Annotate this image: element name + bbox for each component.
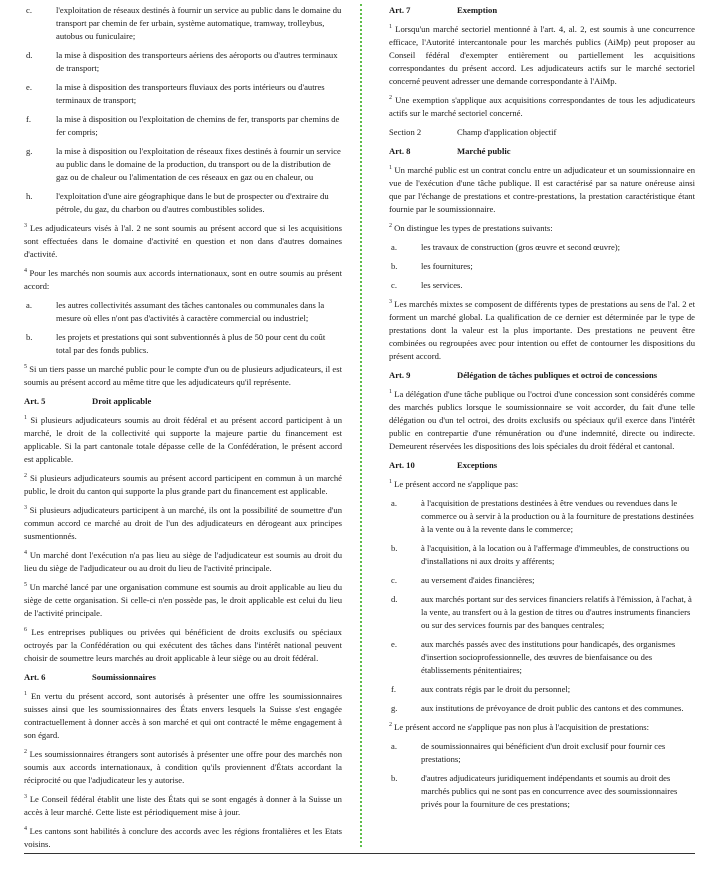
list-item: d. aux marchés portant sur des services financiers relatifs à l'émission, à l'achat, à la vente, au transfert ou à la gestion de titres ou d'autres instruments financiers ou sur des services fournis par des banques centrales; bbox=[391, 594, 692, 630]
paragraph: $^6$ Les entreprises publiques ou privées qui bénéficient de droits exclusifs ou spéciaux octroyés par la Confédération ou qui exécutent des tâches dans l'intérêt national peuvent choisir de soumettre leurs marchés au droit applicable à leur siège ou au droit fédéral. bbox=[24, 627, 342, 663]
paragraph: $^1$ Lorsqu'un marché sectoriel mentionné à l'art. 4, al. 2, est soumis à une concurrence efficace, l'Autorité intercantonale pour les marchés publics (AiMp) peut proposer au Conseil fédéral d'exempter entièrement ou partiellement les acquisitions correspondantes du présent accord. Les adjudicateurs actifs sur le marché sectoriel concerné peuvent adresser une demande correspondante à l'AiMp. bbox=[389, 24, 695, 86]
list-item: a. à l'acquisition de prestations destinées à être vendues ou revendues dans le commerce ou à servir à la production ou à la fourniture de prestations destinées à la vente ou à la revente dans le commerce; bbox=[391, 498, 694, 534]
right-column bbox=[389, 4, 695, 817]
list-item: c. au versement d'aides financières; bbox=[391, 575, 535, 585]
article-heading: Art. 8 Marché public bbox=[389, 146, 511, 156]
list-item: c. les services. bbox=[391, 280, 463, 290]
paragraph: $^2$ Si plusieurs adjudicateurs soumis au présent accord participent en commun à un marché public, le droit du canton qui supporte la plus grande part du financement est applicable. bbox=[24, 473, 342, 496]
paragraph: $^1$ Le présent accord ne s'applique pas: bbox=[389, 479, 519, 489]
article-heading: Art. 5 Droit applicable bbox=[24, 396, 152, 406]
list-item: f. aux contrats régis par le droit du personnel; bbox=[391, 684, 571, 694]
paragraph: $^1$ La délégation d'une tâche publique ou l'octroi d'une concession sont considérés comme des marchés publics lorsque le soumissionnaire se voit accorder, du fait d'une telle délégation ou d'un tel octroi, des droits exclusifs ou spéciaux qu'il exerce dans l'intérêt public en contrepartie d'une rémunération ou d'une indemnité, directe ou indirecte. Demeurent réservées les dispositions des lois spéciales du droit fédéral et cantonal. bbox=[389, 389, 695, 451]
paragraph: $^2$ Une exemption s'applique aux acquisitions correspondantes de tous les adjudicateurs actifs sur le marché sectoriel concerné. bbox=[389, 95, 696, 118]
section-heading: Section 2 Champ d'application objectif bbox=[389, 127, 557, 137]
paragraph: $^4$ Les cantons sont habilités à conclure des accords avec les régions frontalières et les Etats voisins. bbox=[24, 826, 343, 849]
list-item: g. la mise à disposition ou l'exploitation de réseaux fixes destinés à fournir un service au public dans le domaine de la production, du transport ou de la distribution de gaz ou de chaleur ou l'alimentation de ces réseaux en gaz ou en chaleur, ou bbox=[26, 146, 341, 182]
list-item: f. la mise à disposition ou l'exploitation de chemins de fer, transports par chemins de fer compris; bbox=[26, 114, 340, 137]
list-item: e. la mise à disposition des transporteurs fluviaux des ports intérieurs ou d'autres terminaux de transport; bbox=[26, 82, 325, 105]
list-item: e. aux marchés passés avec des institutions pour handicapés, des organismes d'insertion socioprofessionnelle, des œuvres de bienfaisance ou des établissements pénitentiaires; bbox=[391, 639, 676, 675]
list-item: d. la mise à disposition des transporteurs aériens des aéroports ou d'autres terminaux de transport; bbox=[26, 50, 338, 73]
paragraph: $^4$ Un marché dont l'exécution n'a pas lieu au siège de l'adjudicateur est soumis au droit du lieu du siège de l'adjudicateur ou au droit du lieu de l'activité principale. bbox=[24, 550, 342, 573]
paragraph: $^5$ Un marché lancé par une organisation commune est soumis au droit applicable au lieu du siège de cette organisation. Si celle-ci n'en possède pas, le droit applicable est celui du lieu de l'activité principale. bbox=[24, 582, 342, 618]
paragraph: $^3$ Le Conseil fédéral établit une liste des États qui se sont engagés à donner à la Suisse un accès à leur marché. Cette liste est périodiquement mise à jour. bbox=[24, 794, 342, 817]
article-heading: Art. 6 Soumissionnaires bbox=[24, 672, 156, 682]
paragraph: $^3$ Les marchés mixtes se composent de différents types de prestations au sens de l'al. 2 et forment un marché global. La qualification de ce dernier est déterminée par le type de prestations dont la valeur est la plus importante. Des prestations ne peuvent être combinées ou regroupées avec pour intention ou effet de contourner les dispositions du présent accord. bbox=[389, 299, 695, 361]
article-heading: Art. 10 Exceptions bbox=[389, 460, 498, 470]
paragraph: $^3$ Si plusieurs adjudicateurs participent à un marché, ils ont la possibilité de soumettre d'un commun accord ce marché au droit de l'un des adjudicateurs en dérogeant aux principes susmentionnés. bbox=[24, 505, 342, 541]
list-item: b. les projets et prestations qui sont subventionnés à plus de 50 pour cent du coût total par des fonds publics. bbox=[26, 332, 326, 355]
paragraph: $^1$ Un marché public est un contrat conclu entre un adjudicateur et un soumissionnaire en vue de l'exécution d'une tâche publique. Il est caractérisé par sa nature onéreuse ainsi que par l'échange de prestations et contre-prestations, la prestation caractéristique étant fournie par le soumissionnaire. bbox=[389, 165, 695, 214]
list-item: b. à l'acquisition, à la location ou à l'affermage d'immeubles, de constructions ou d'installations ni aux droits y afférents; bbox=[391, 543, 690, 566]
list-item: g. aux institutions de prévoyance de droit public des cantons et des communes. bbox=[391, 703, 684, 713]
list-item: b. d'autres adjudicateurs juridiquement indépendants et soumis au droit des marchés publics qui ne sont pas en concurrence avec des soumissionnaires privés pour la fourniture de ces prestations; bbox=[391, 773, 678, 809]
list-item: a. les travaux de construction (gros œuvre et second œuvre); bbox=[391, 242, 621, 252]
paragraph: $^4$ Pour les marchés non soumis aux accords internationaux, sont en outre soumis au présent accord: bbox=[24, 268, 342, 291]
paragraph: $^2$ Le présent accord ne s'applique pas non plus à l'acquisition de prestations: bbox=[389, 722, 650, 732]
paragraph: $^1$ En vertu du présent accord, sont autorisés à présenter une offre les soumissionnaires suisses ainsi que les soumissionnaires des États envers lesquels la Suisse s'est engagée contractuellement à donner accès à son marché et qui ont contracté le même engagement à son égard. bbox=[24, 691, 342, 740]
list-item: h. l'exploitation d'une aire géographique dans le but de prospecter ou d'extraire du pétrole, du gaz, du charbon ou d'autres combustibles solides. bbox=[26, 191, 329, 214]
paragraph: $^1$ Si plusieurs adjudicateurs soumis au droit fédéral et au présent accord participent à un marché, le droit de la collectivité qui supporte la majeure partie du financement est applicable. Si la part cantonale totale dépasse celle de la Confédération, le présent accord est applicable. bbox=[24, 415, 342, 464]
paragraph: $^2$ Les soumissionnaires étrangers sont autorisés à présenter une offre pour des marchés non soumis aux accords internationaux, à condition qu'ils proviennent d'États accordant la réciprocité ou que l'adjudicateur les y autorise. bbox=[24, 749, 342, 785]
article-heading: Art. 9 Délégation de tâches publiques et octroi de concessions bbox=[389, 370, 658, 380]
column-divider bbox=[360, 4, 362, 847]
paragraph: $^3$ Les adjudicateurs visés à l'al. 2 ne sont soumis au présent accord que si les acquisitions sont effectuées dans le domaine d'activité en question et non dans d'autres domaines d'activité. bbox=[24, 223, 342, 259]
list-sectors bbox=[24, 4, 342, 216]
left-column bbox=[24, 4, 342, 857]
list-item: a. de soumissionnaires qui bénéficient d'un droit exclusif pour fournir ces prestations; bbox=[391, 741, 666, 764]
paragraph: $^5$ Si un tiers passe un marché public pour le compte d'un ou de plusieurs adjudicateurs, il est soumis au présent accord au même titre que les adjudicateurs qu'il représente. bbox=[24, 364, 342, 387]
list-item: a. les autres collectivités assumant des tâches cantonales ou communales dans la mesure où elles n'ont pas d'activités à caractère commercial ou industriel; bbox=[26, 300, 325, 323]
list-item: c. l'exploitation de réseaux destinés à fournir un service au public dans le domaine du transport par chemin de fer urbain, système automatique, tramway, trolleybus, autobus ou funiculaire; bbox=[26, 5, 342, 41]
article-heading: Art. 7 Exemption bbox=[389, 5, 498, 15]
paragraph: $^2$ On distingue les types de prestations suivants: bbox=[389, 223, 553, 233]
footer-rule bbox=[24, 853, 695, 854]
list-item: b. les fournitures; bbox=[391, 261, 473, 271]
